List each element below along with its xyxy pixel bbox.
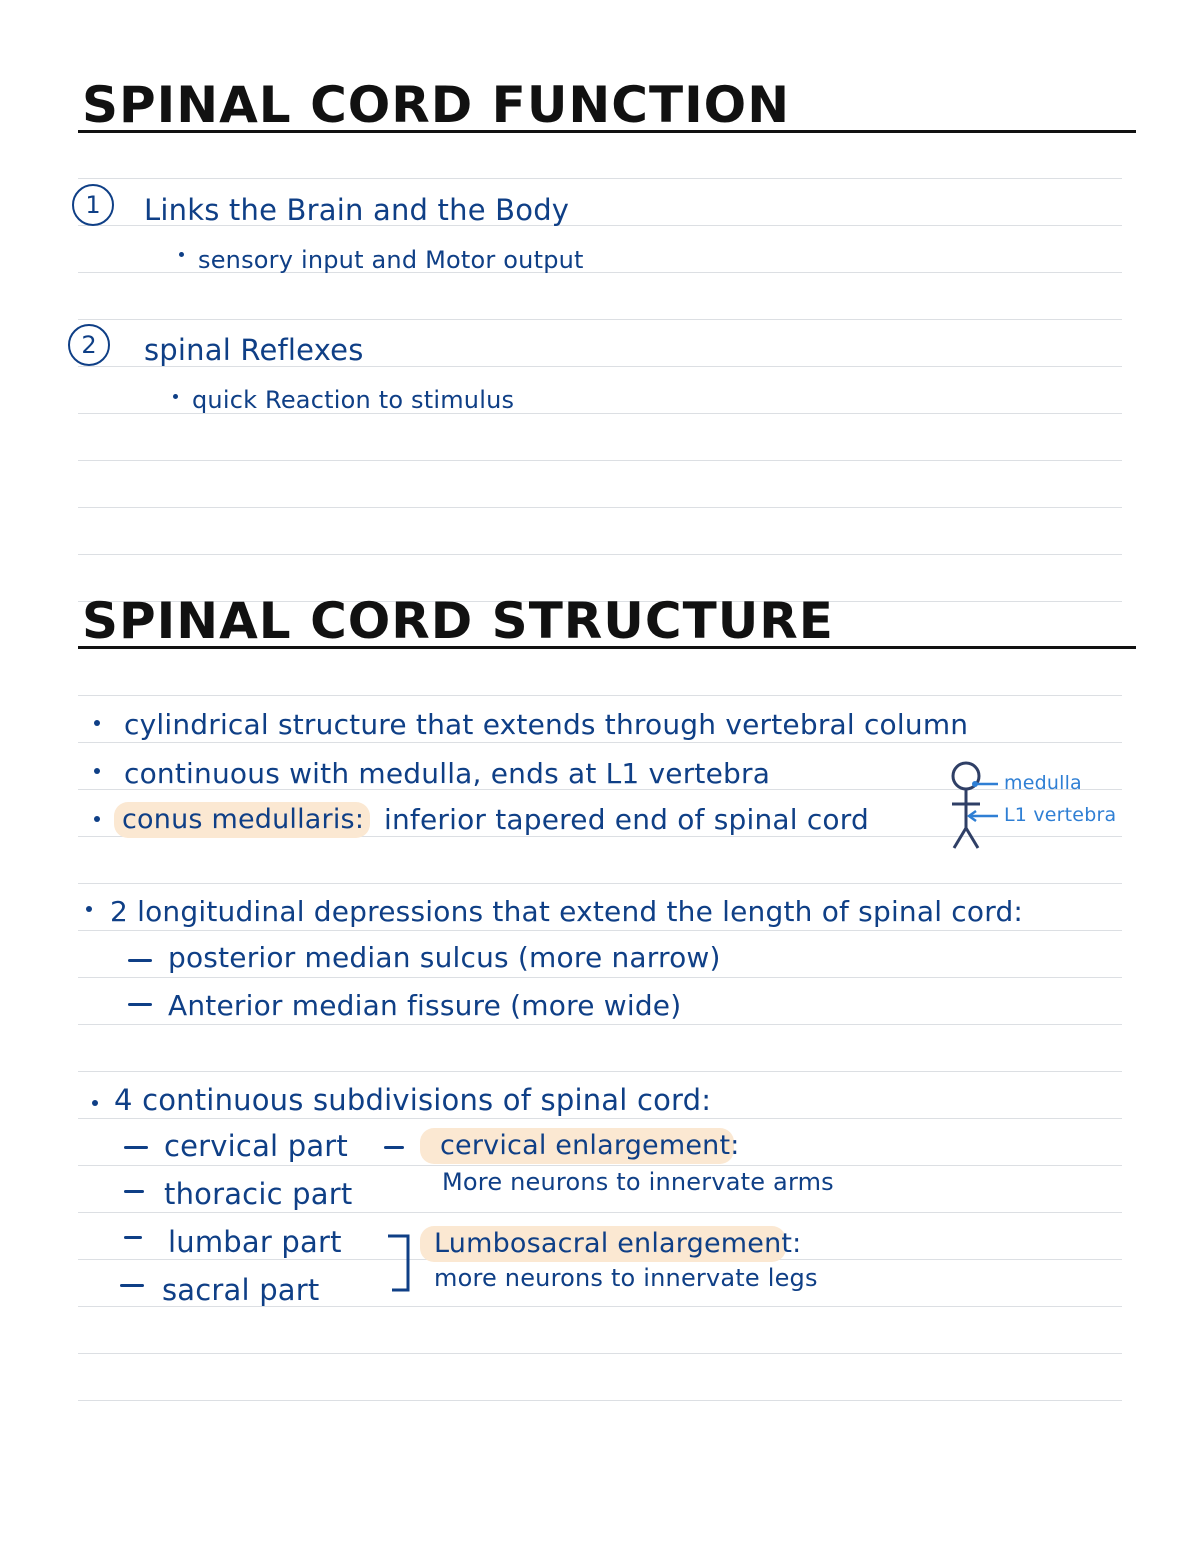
ruled-line [78,319,1122,320]
number-circle-1 [72,184,114,226]
conus-term: conus medullaris: [122,804,365,835]
ruled-line [78,554,1122,555]
cervical-enlargement-def: More neurons to innervate arms [442,1168,834,1196]
depression-anterior: Anterior median fissure (more wide) [168,989,682,1022]
cervical-enlargement-term: cervical enlargement: [440,1130,740,1161]
ruled-line [78,1353,1122,1354]
ruled-line [78,507,1122,508]
ruled-line [78,460,1122,461]
depression-posterior: posterior median sulcus (more narrow) [168,941,721,974]
heading-underline-function [78,130,1136,133]
dash-mark [384,1146,404,1149]
ruled-line [78,695,1122,696]
ruled-line [78,1400,1122,1401]
subdivision-sacral: sacral part [162,1273,320,1307]
function-item-2: spinal Reflexes [144,333,364,367]
bullet-dot [86,906,92,912]
dash-mark [124,1190,144,1193]
ruled-line [78,1118,1122,1119]
medulla-point [972,781,978,787]
bullet-dot [94,816,100,822]
ruled-line [78,883,1122,884]
figure-label-l1: L1 vertebra [1004,804,1117,826]
stick-figure-diagram [940,758,1000,854]
function-item-1: Links the Brain and the Body [144,193,570,227]
subdivision-lumbar: lumbar part [168,1225,342,1259]
ruled-line [78,930,1122,931]
dash-mark [124,1236,142,1239]
number-label: 1 [85,191,101,219]
dash-mark [128,959,152,962]
number-circle-2 [68,324,110,366]
ruled-line [78,742,1122,743]
ruled-line [78,1165,1122,1166]
bullet-dot [179,252,184,257]
subdivisions-intro: 4 continuous subdivisions of spinal cord: [114,1083,712,1117]
heading-underline-structure [78,646,1136,649]
lumbosacral-enlargement-term: Lumbosacral enlargement: [434,1228,802,1259]
structure-bullet-2: continuous with medulla, ends at L1 vertebra [124,757,771,790]
ruled-line [78,1024,1122,1025]
bracket-line [388,1236,408,1290]
bullet-dot [94,720,100,726]
right-leg-line [966,828,978,848]
function-item-2-detail: quick Reaction to stimulus [192,386,515,414]
subdivision-cervical: cervical part [164,1129,348,1163]
number-label: 2 [81,331,97,359]
ruled-line [78,1071,1122,1072]
depressions-intro: 2 longitudinal depressions that extend the length of spinal cord: [110,895,1024,928]
ruled-line [78,977,1122,978]
bullet-dot [92,1100,98,1106]
lumbosacral-bracket [384,1230,414,1296]
lumbosacral-enlargement-def: more neurons to innervate legs [434,1264,818,1292]
section-title-function: SPINAL CORD FUNCTION [82,76,791,134]
section-title-structure: SPINAL CORD STRUCTURE [82,592,834,650]
ruled-line [78,1212,1122,1213]
dash-mark [120,1284,144,1287]
figure-label-medulla: medulla [1004,772,1082,794]
subdivision-thoracic: thoracic part [164,1177,353,1211]
ruled-line [78,178,1122,179]
bullet-dot [173,394,178,399]
conus-definition: inferior tapered end of spinal cord [384,803,869,836]
dash-mark [124,1146,148,1149]
function-item-1-detail: sensory input and Motor output [198,246,584,274]
bullet-dot [94,768,100,774]
structure-bullet-1: cylindrical structure that extends through vertebral column [124,708,969,741]
left-leg-line [954,828,966,848]
dash-mark [128,1003,152,1006]
